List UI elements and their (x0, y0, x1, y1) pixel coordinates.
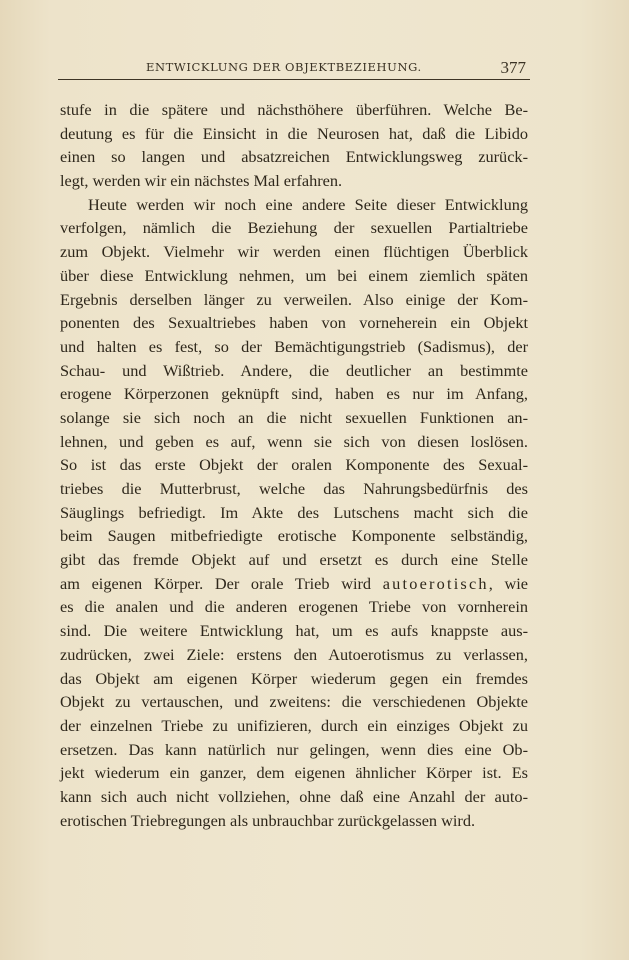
body-text (60, 98, 528, 832)
text-line: So ist das erste Objekt der oralen Komponente des Sexual- (60, 455, 528, 475)
text-line: erogene Körperzonen geknüpft sind, haben es nur im Anfang, (60, 384, 528, 404)
text-line: zudrücken, zwei Ziele: erstens den Autoerotismus zu verlassen, (60, 644, 528, 664)
text-line: und halten es fest, so der Bemächtigungstrieb (Sadismus), der (60, 336, 528, 356)
text-line: der einzelnen Triebe zu unifizieren, durch ein einziges Objekt zu (60, 715, 528, 735)
text-line: Schau- und Wißtrieb. Andere, die deutlicher an bestimmte (60, 360, 528, 380)
text-line: einen so langen und absatzreichen Entwicklungsweg zurück- (60, 147, 528, 167)
text-line: Objekt zu vertauschen, und zweitens: die verschiedenen Objekte (60, 692, 528, 712)
paragraph-first-line: Heute werden wir noch eine andere Seite dieser Entwicklung (88, 194, 528, 214)
text-line: sind. Die weitere Entwicklung hat, um es aufs knappste aus- (60, 621, 528, 641)
text-line: beim Saugen mitbefriedigte erotische Komponente selbständig, (60, 526, 528, 546)
text-line: gibt das fremde Objekt auf und ersetzt es durch eine Stelle (60, 550, 528, 570)
text-line: über diese Entwicklung nehmen, um bei einem ziemlich späten (60, 265, 528, 285)
text-line-with-emphasis (60, 572, 528, 596)
text-segment: am eigenen Körper. Der orale Trieb wird (60, 573, 383, 593)
text-segment: , wie (488, 573, 528, 593)
text-line: ersetzen. Das kann natürlich nur gelingen, wenn dies eine Ob- (60, 739, 528, 759)
text-line: stufe in die spätere und nächsthöhere überführen. Welche Be- (60, 100, 528, 119)
text-line: lehnen, und geben es auf, wenn sie sich von diesen loslösen. (60, 431, 528, 451)
page-header (60, 58, 528, 80)
text-line: Säuglings befriedigt. Im Akte des Lutschens macht sich die (60, 502, 528, 522)
text-line: legt, werden wir ein nächstes Mal erfahren. (60, 171, 343, 191)
text-line: triebes die Mutterbrust, welche das Nahrungsbedürfnis des (60, 479, 528, 498)
page-number: 377 (500, 58, 526, 77)
text-line: Ergebnis derselben länger zu verweilen. Also einige der Kom- (60, 289, 528, 309)
text-line: kann sich auch nicht vollziehen, ohne daß eine Anzahl der auto- (60, 786, 528, 806)
text-line: zum Objekt. Vielmehr wir werden einen flüchtigen Überblick (60, 242, 528, 262)
text-line: jekt wiederum ein ganzer, dem eigenen ähnlicher Körper ist. Es (60, 763, 528, 783)
text-line: das Objekt am eigenen Körper wiederum gegen ein fremdes (60, 668, 528, 688)
spaced-emphasis: autoerotisch (382, 573, 489, 593)
text-line: solange sie sich noch an die nicht sexuellen Funktionen an- (60, 407, 528, 427)
text-line: erotischen Triebregungen als unbrauchbar zurückgelassen wird. (60, 810, 476, 830)
text-line: verfolgen, nämlich die Beziehung der sexuellen Partialtriebe (60, 218, 528, 238)
running-title: ENTWICKLUNG DER OBJEKTBEZIEHUNG. (146, 60, 422, 74)
text-line: deutung es für die Einsicht in die Neurosen hat, daß die Libido (60, 123, 528, 143)
text-line: es die analen und die anderen erogenen Triebe von vornherein (60, 597, 528, 617)
text-line: ponenten des Sexualtriebes haben von vorneherein ein Objekt (60, 313, 528, 333)
header-rule (58, 79, 530, 80)
